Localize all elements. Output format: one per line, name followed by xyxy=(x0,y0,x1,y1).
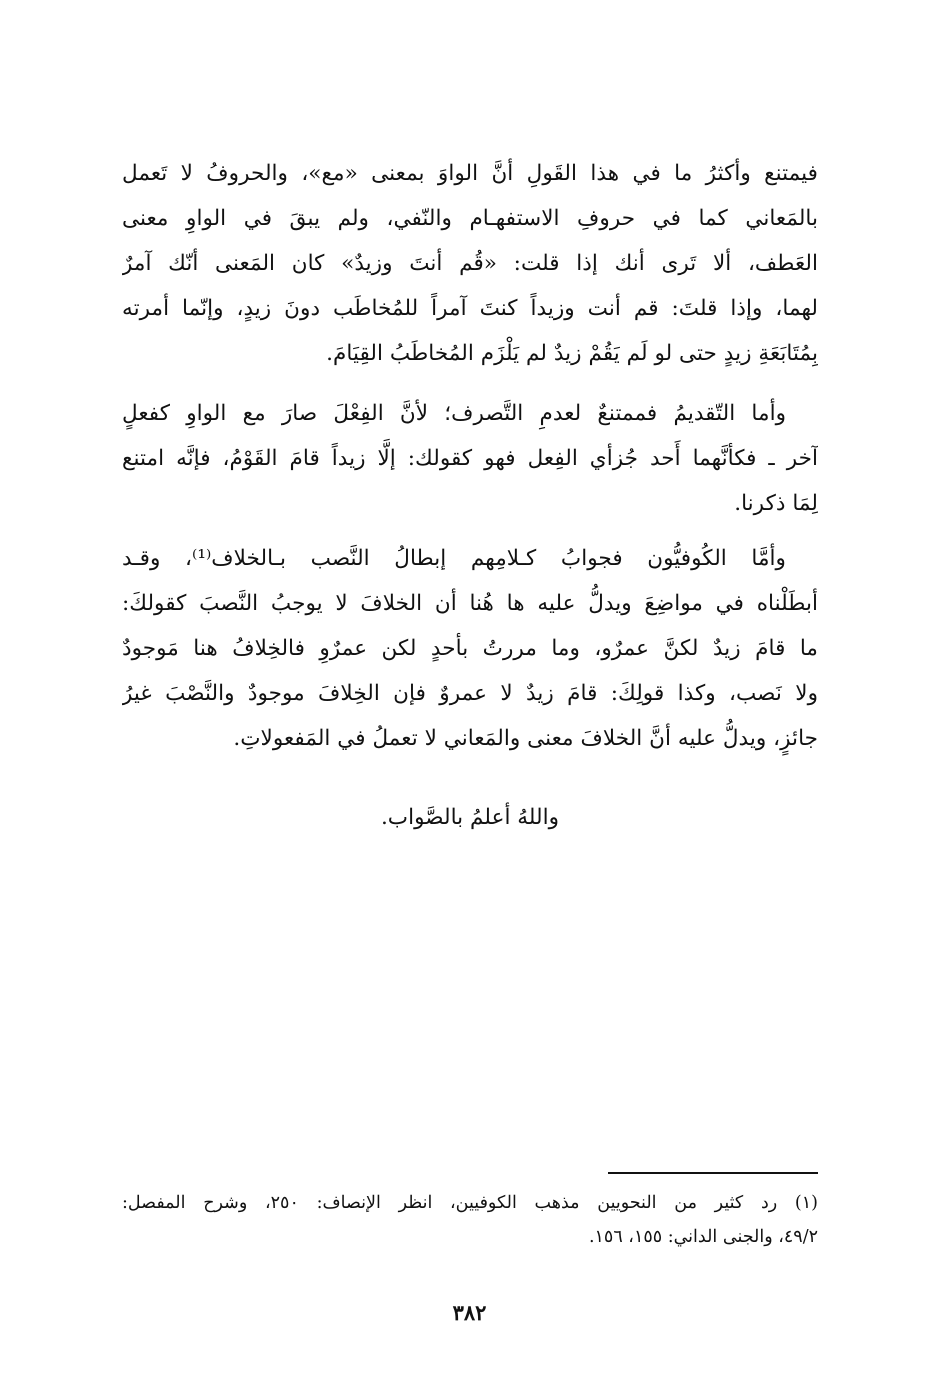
paragraph-3-line-2: أبطَلْناه في مواضِعَ ويدلُّ عليه ها هُنا أن الخلافَ لا يوجبُ النَّصبَ كقولكَ: xyxy=(122,591,818,616)
footnote-line-1: (١) رد كثير من النحويين مذهب الكوفيين، انظر الإنصاف: ٢٥٠، وشرح المفصل: xyxy=(122,1193,818,1213)
page-number: ٣٨٢ xyxy=(452,1300,487,1325)
footnote-separator xyxy=(608,1172,818,1174)
paragraph-3-line-3: ما قامَ زيدٌ لكنَّ عمرٌو، وما مررتُ بأحدٍ لكن عمرٌوِ فالخِلافُ هنا مَوجودٌ xyxy=(122,636,818,661)
paragraph-2-line-3: لِمَا ذكرنا. xyxy=(734,491,818,516)
paragraph-1-line-4: لهما، وإذا قلتَ: قم أنت وزيداً كنتَ آمراً للمُخاطَب دونَ زيدٍ، وإنّما أمرته xyxy=(122,296,818,321)
paragraph-3-line-4: ولا نَصب، وكذا قولِكَ: قامَ زيدٌ لا عمروٌ فإن الخِلافَ موجودٌ والنَّصْبَ غيرُ xyxy=(122,681,818,706)
paragraph-1-line-3: العَطف، ألا تَرى أنك إذا قلت: «قُم أنتَ وزيدٌ» كان المَعنى أنّك آمرٌ xyxy=(122,251,818,276)
paragraph-3-line-5: جائزٍ، ويدلُّ عليه أنَّ الخلافَ معنى والمَعاني لا تعملُ في المَفعولاتِ. xyxy=(233,726,818,751)
paragraph-3-line-1: وأمَّا الكُوفيُّون فجوابُ كـلامِهم إبطالُ النَّصب بـالخلاف⁽¹⁾، وقـد xyxy=(122,546,786,571)
footnote-line-2: ٤٩/٢، والجنى الداني: ١٥٥، ١٥٦. xyxy=(588,1227,818,1247)
paragraph-2-line-2: آخر ـ فكأنَّهما أَحد جُزأي الفِعل فهو كقولك: إلَّا زيداً قامَ القَوْمُ، فإنَّه امتنع xyxy=(122,446,818,471)
paragraph-2-line-1: وأما التّقديمُ فممتنعٌ لعدمِ التَّصرف؛ لأنَّ الفِعْلَ صارَ مع الواوِ كفعلٍ xyxy=(122,401,786,426)
paragraph-1-line-2: بالمَعاني كما في حروفِ الاستفهـام والنّفي، ولم يبقَ في الواوِ معنى xyxy=(122,206,818,231)
paragraph-1-line-5: بِمُتَابَعَةِ زيدٍ حتى لو لَم يَقُمْ زيدٌ لم يَلْزَم المُخاطَبُ القِيَامَ. xyxy=(326,341,818,366)
paragraph-1-line-1: فيمتنع وأكثرُ ما في هذا القَولِ أنَّ الواوَ بمعنى «مع»، والحروفُ لا تَعمل xyxy=(122,161,818,186)
closing-line: واللهُ أعلمُ بالصَّواب. xyxy=(380,805,560,830)
